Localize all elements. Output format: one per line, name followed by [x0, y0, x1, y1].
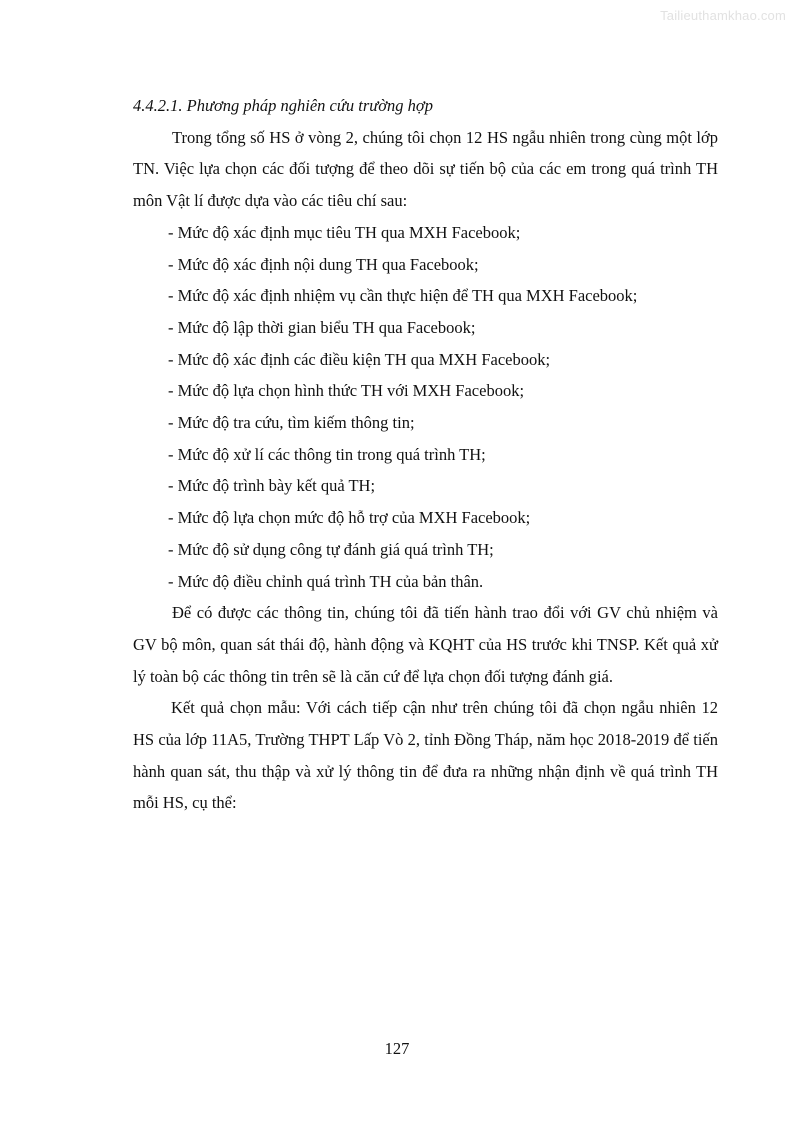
section-heading: 4.4.2.1. Phương pháp nghiên cứu trường hợp: [133, 96, 433, 115]
watermark-text: Tailieuthamkhao.com: [660, 8, 786, 23]
page-number: 127: [384, 1039, 410, 1058]
criteria-item: - Mức độ lựa chọn hình thức TH với MXH Facebook;: [168, 381, 525, 401]
criteria-item: - Mức độ lập thời gian biểu TH qua Facebook;: [168, 317, 476, 337]
criteria-item: - Mức độ xác định nội dung TH qua Facebook;: [168, 254, 479, 274]
info-paragraph: Để có được các thông tin, chúng tôi đã tiến hành trao đổi với GV chủ nhiệm và GV bộ môn, quan sát thái độ, hành động và KQHT của HS trước khi TNSP. Kết quả xử lý toàn bộ các thông tin trên sẽ là căn cứ để lựa chọn đối tượng đánh giá.: [133, 603, 718, 686]
criteria-item: - Mức độ xác định nhiệm vụ cần thực hiện để TH qua MXH Facebook;: [168, 286, 638, 306]
criteria-list: [133, 217, 718, 597]
criteria-item: - Mức độ điều chỉnh quá trình TH của bản thân.: [168, 571, 484, 591]
criteria-item: - Mức độ sử dụng công tự đánh giá quá trình TH;: [168, 539, 494, 559]
criteria-item: - Mức độ xử lí các thông tin trong quá trình TH;: [168, 444, 486, 464]
criteria-item: - Mức độ lựa chọn mức độ hỗ trợ của MXH Facebook;: [168, 508, 531, 528]
intro-paragraph: Trong tổng số HS ở vòng 2, chúng tôi chọn 12 HS ngẫu nhiên trong cùng một lớp TN. Việc lựa chọn các đối tượng để theo dõi sự tiến bộ của các em trong quá trình TH môn Vật lí được dựa vào các tiêu chí sau:: [133, 127, 718, 211]
criteria-item: - Mức độ trình bày kết quả TH;: [168, 476, 376, 496]
page-content: [133, 90, 718, 819]
criteria-item: - Mức độ tra cứu, tìm kiếm thông tin;: [168, 413, 415, 433]
criteria-item: - Mức độ xác định mục tiêu TH qua MXH Facebook;: [168, 222, 521, 242]
result-paragraph: Kết quả chọn mẫu: Với cách tiếp cận như trên chúng tôi đã chọn ngẫu nhiên 12 HS của lớp 11A5, Trường THPT Lấp Vò 2, tỉnh Đồng Tháp, năm học 2018-2019 để tiến hành quan sát, thu thập và xử lý thông tin để đưa ra những nhận định về quá trình TH mỗi HS, cụ thể:: [133, 698, 718, 813]
criteria-item: - Mức độ xác định các điều kiện TH qua MXH Facebook;: [168, 349, 551, 369]
